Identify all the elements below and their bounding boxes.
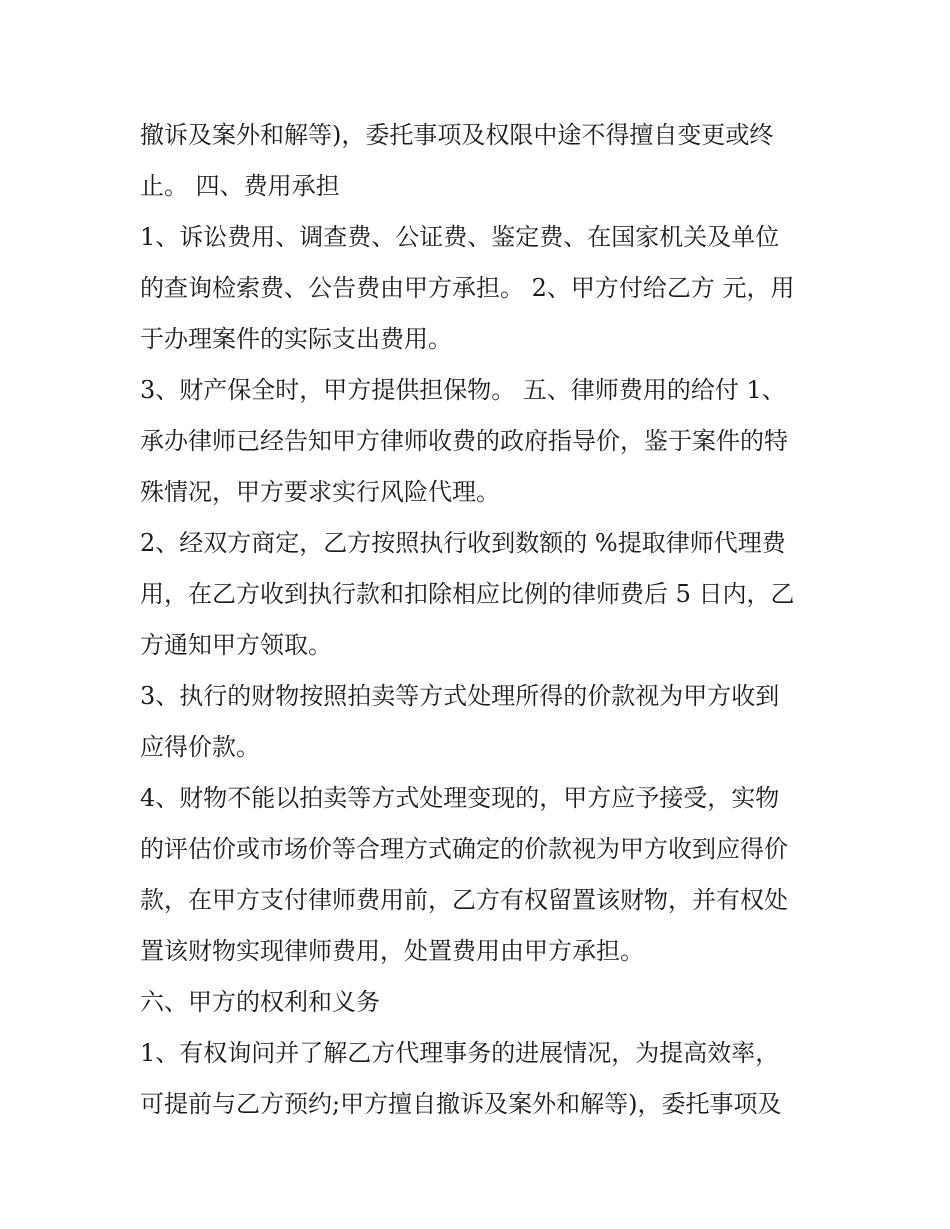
- text-line: 的查询检索费、公告费由甲方承担。 2、甲方付给乙方 元，用: [140, 274, 795, 302]
- text-line: 方通知甲方领取。: [140, 631, 332, 659]
- text-line: 撤诉及案外和解等)，委托事项及权限中途不得擅自变更或终: [140, 121, 774, 149]
- text-line: 用，在乙方收到执行款和扣除相应比例的律师费后 5 日内，乙: [140, 580, 795, 608]
- text-line: 1、诉讼费用、调查费、公证费、鉴定费、在国家机关及单位: [140, 223, 780, 251]
- text-line: 2、经双方商定，乙方按照执行收到数额的 %提取律师代理费: [140, 529, 786, 557]
- text-line: 置该财物实现律师费用，处置费用由甲方承担。: [140, 937, 644, 965]
- text-line: 款，在甲方支付律师费用前，乙方有权留置该财物，并有权处: [140, 886, 788, 914]
- text-line: 1、有权询问并了解乙方代理事务的进展情况，为提高效率，: [140, 1039, 780, 1067]
- document-body: [140, 110, 830, 1130]
- text-line: 于办理案件的实际支出费用。: [140, 325, 452, 353]
- text-line: 承办律师已经告知甲方律师收费的政府指导价，鉴于案件的特: [140, 427, 788, 455]
- text-line: 应得价款。: [140, 733, 260, 761]
- text-line: 止。 四、费用承担: [140, 172, 340, 200]
- text-line: 六、甲方的权利和义务: [140, 988, 380, 1016]
- text-line: 殊情况，甲方要求实行风险代理。: [140, 478, 500, 506]
- text-line: 3、执行的财物按照拍卖等方式处理所得的价款视为甲方收到: [140, 682, 780, 710]
- text-line: 的评估价或市场价等合理方式确定的价款视为甲方收到应得价: [140, 835, 788, 863]
- text-line: 3、财产保全时，甲方提供担保物。 五、律师费用的给付 1、: [140, 376, 786, 404]
- text-line: 4、财物不能以拍卖等方式处理变现的，甲方应予接受，实物: [140, 784, 780, 812]
- text-line: 可提前与乙方预约;甲方擅自撤诉及案外和解等)，委托事项及: [140, 1090, 782, 1118]
